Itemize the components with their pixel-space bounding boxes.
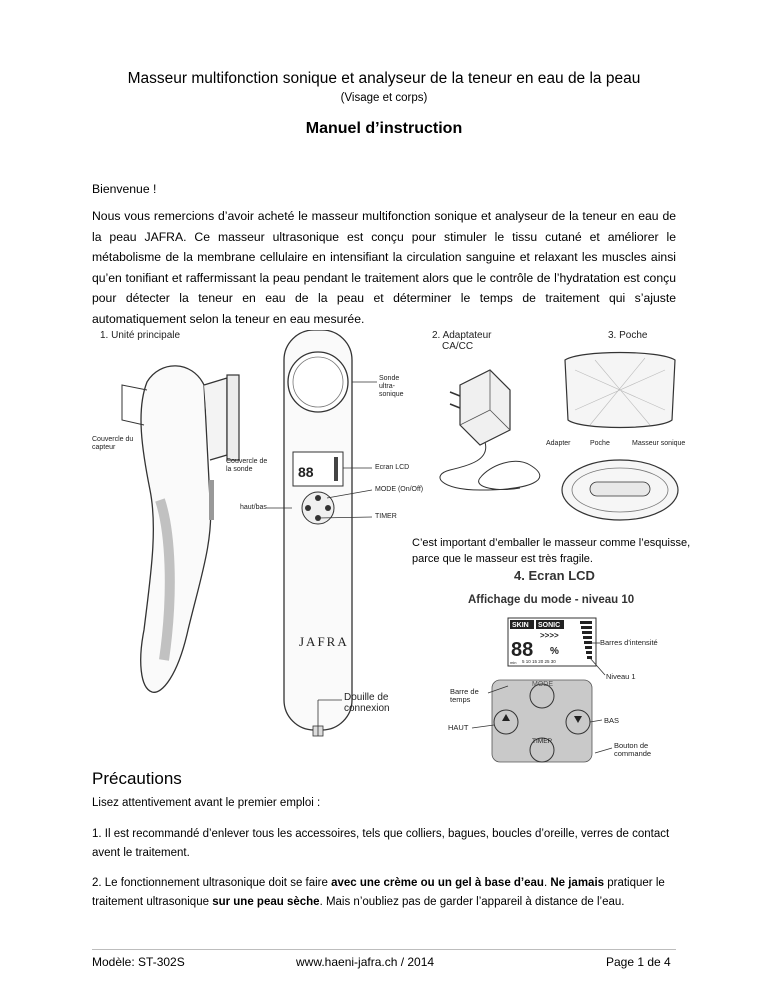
- intensity-label: Barres d'intensité: [600, 638, 658, 647]
- manual-title: Manuel d’instruction: [305, 120, 463, 137]
- down-label: BAS: [604, 716, 620, 725]
- precaution-2-bold-cream: avec une crème ou un gel à base d’eau: [331, 877, 544, 889]
- pouch-illustration: [560, 330, 680, 530]
- precautions-heading: Précautions: [92, 769, 182, 788]
- lcd-illustration: [430, 568, 690, 768]
- pouch-masseur-label: Masseur sonique: [632, 440, 686, 447]
- precaution-2-bold-never: Ne jamais: [550, 877, 605, 889]
- precaution-2-part-a: 2. Le fonctionnement ultrasonique doit se faire: [92, 877, 332, 889]
- pouch-poche-label: Poche: [590, 440, 610, 447]
- pouch-figure: [546, 330, 686, 530]
- pouch-title: 3. Poche: [608, 330, 648, 341]
- hautbas-label: haut/bas: [240, 504, 267, 511]
- main-unit-illustration: [92, 330, 422, 740]
- document-subtitle: (Visage et corps): [340, 92, 428, 104]
- intro-paragraph: Nous vous remercions d’avoir acheté le masseur multifonction sonique et analyseur de la teneur en eau de la peau JAFRA. Ce masseur ultrasonique est conçu pour stimuler le tissu cutané et améliorer le métabolisme de la membrane cellulaire en intensifiant la circulation sanguine et relaxant les muscles ainsi qu’en tonifiant et raffermissant la peau pendant le traitement alors que le contrôle de l’hydratation est conçu pour détecter la teneur en eau de la peau et déterminer le temps de traitement qui s’ajuste automatiquement selon la teneur en eau mesurée.: [92, 209, 676, 326]
- adapter-figure: [420, 330, 560, 500]
- lcd-skin-tag: SKIN: [512, 622, 529, 629]
- timer-label: TIMER: [375, 513, 397, 520]
- socket-label: Douille de connexion: [344, 692, 390, 714]
- pouch-adapter-label: Adapter: [546, 440, 571, 447]
- document-title: Masseur multifonction sonique et analyseur de la teneur en eau de la peau: [127, 70, 641, 87]
- brand-logo: JAFRA: [299, 634, 349, 649]
- footer-website: www.haeni-jafra.ch / 2014: [296, 955, 435, 969]
- lcd-sonic-tag: SONIC: [538, 622, 561, 629]
- level-label: Niveau 1: [606, 672, 636, 681]
- lcd-digits: 88: [511, 639, 534, 661]
- mode-onoff-label: MODE (On/Off): [375, 486, 424, 493]
- lcd-min: min: [510, 660, 517, 665]
- precaution-2-part-e: pratiquer le traitement ultrasonique: [92, 877, 665, 908]
- button-label: Bouton de commande: [614, 741, 652, 758]
- adapter-illustration: [420, 330, 560, 500]
- probe-cover-label: Couvercle de la sonde: [226, 458, 268, 473]
- adapter-title: 2. Adaptateur: [432, 330, 492, 341]
- unit-title: 1. Unité principale: [100, 330, 181, 341]
- precaution-item-1: 1. Il est recommandé d’enlever tous les accessoires, tels que colliers, bagues, boucles d’oreille, verres de contact avent le traitement.: [92, 828, 670, 859]
- probe-label: Sonde ultra-sonique: [379, 375, 404, 398]
- welcome-text: Bienvenue !: [92, 182, 157, 196]
- footer-divider: [92, 949, 676, 950]
- lcd-percent: %: [550, 646, 559, 657]
- footer-model: Modèle: ST-302S: [92, 955, 185, 969]
- time-bar-label: Barre de temps: [450, 687, 479, 704]
- main-unit-figure: [92, 330, 422, 740]
- precautions-intro: Lisez attentivement avant le premier emploi :: [92, 797, 321, 809]
- pack-note: C’est important d’emballer le masseur comme l’esquisse, parce que le masseur est très fragile.: [412, 537, 691, 565]
- precaution-2-part-c: .: [543, 877, 551, 889]
- lcd-screen-label: Ecran LCD: [375, 464, 410, 471]
- svg-text:88: 88: [298, 464, 314, 480]
- precaution-2-bold-dry-skin: sur une peau sèche: [212, 896, 320, 908]
- footer-page-number: Page 1 de 4: [606, 955, 671, 969]
- precaution-2-part-g: . Mais n’oubliez pas de garder l’appareil à distance de l’eau.: [319, 896, 625, 908]
- lcd-title: 4. Ecran LCD: [514, 568, 595, 583]
- pad-mode-text: MODE: [532, 681, 553, 688]
- adapter-subtitle: CA/CC: [442, 341, 474, 352]
- pad-timer-text: TIMER: [532, 738, 553, 745]
- up-label: HAUT: [448, 723, 469, 732]
- lcd-figure: [430, 568, 690, 768]
- precaution-item-2: [92, 874, 676, 912]
- lcd-scale: 5 10 15 20 25 30: [522, 659, 556, 664]
- lcd-arrows: >>>>: [540, 631, 559, 640]
- sensor-cover-label: Couvercle du capteur: [92, 436, 134, 451]
- lcd-subtitle: Affichage du mode - niveau 10: [468, 594, 635, 606]
